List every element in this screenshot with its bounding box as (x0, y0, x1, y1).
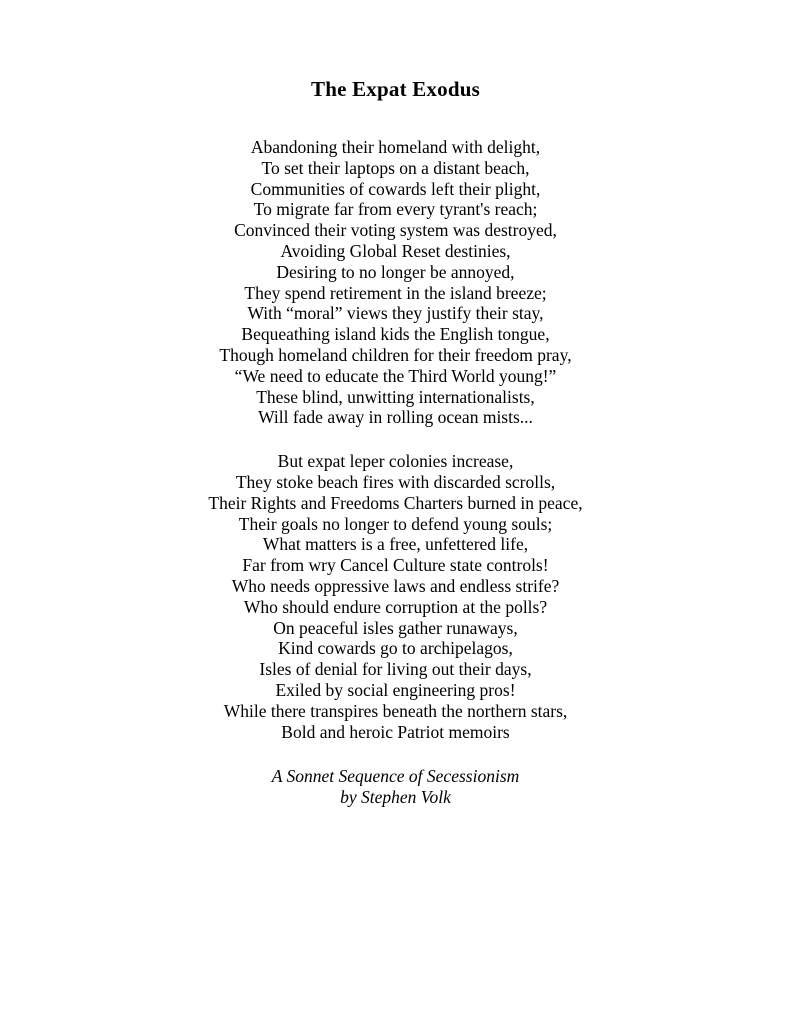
poem-line: Abandoning their homeland with delight, (250, 137, 541, 157)
poem-line: Who should endure corruption at the polls? (243, 596, 548, 617)
poem-line: They stoke beach fires with discarded scrolls, (235, 471, 556, 492)
colophon-byline: by Stephen Volk (340, 787, 451, 808)
poem-line: What matters is a free, unfettered life, (262, 534, 529, 555)
poem-line: But expat leper colonies increase, (277, 451, 514, 472)
poem-line: Bequeathing island kids the English tongue, (241, 324, 550, 345)
poem-line: They spend retirement in the island breeze; (244, 282, 547, 303)
poem-line: “We need to educate the Third World young!” (234, 365, 557, 386)
poem-line: Kind cowards go to archipelagos, (278, 638, 513, 659)
poem-line: Isles of denial for living out their days, (259, 659, 532, 680)
poem-title: The Expat Exodus (311, 77, 480, 101)
poem-line: Avoiding Global Reset destinies, (280, 240, 511, 261)
poem-line: Though homeland children for their freedom pray, (219, 344, 572, 365)
poem-line: With “moral” views they justify their stay, (247, 303, 544, 324)
colophon-series: A Sonnet Sequence of Secessionism (271, 766, 520, 787)
poem-line: Will fade away in rolling ocean mists... (258, 407, 533, 428)
poem-stanza-1 (0, 137, 791, 428)
poem-line: Their goals no longer to defend young souls; (238, 513, 553, 534)
poem-line: To migrate far from every tyrant's reach; (253, 199, 538, 220)
poem-line: Far from wry Cancel Culture state controls! (242, 555, 549, 576)
poem-line: While there transpires beneath the northern stars, (223, 700, 568, 721)
poem-line: On peaceful isles gather runaways, (273, 617, 518, 638)
poem-line: These blind, unwitting internationalists, (256, 386, 535, 407)
poem-colophon (0, 766, 791, 808)
poem-line: Their Rights and Freedoms Charters burned in peace, (208, 492, 583, 513)
poem-line: Convinced their voting system was destroyed, (234, 220, 557, 241)
poem-line: Who needs oppressive laws and endless strife? (231, 575, 560, 596)
poem-line: To set their laptops on a distant beach, (261, 157, 530, 178)
poem-line: Bold and heroic Patriot memoirs (281, 721, 510, 742)
poem-line: Exiled by social engineering pros! (275, 679, 516, 700)
poem-line: Communities of cowards left their plight, (250, 178, 541, 199)
poem-stanza-2 (0, 451, 791, 742)
poem-line: Desiring to no longer be annoyed, (276, 261, 515, 282)
